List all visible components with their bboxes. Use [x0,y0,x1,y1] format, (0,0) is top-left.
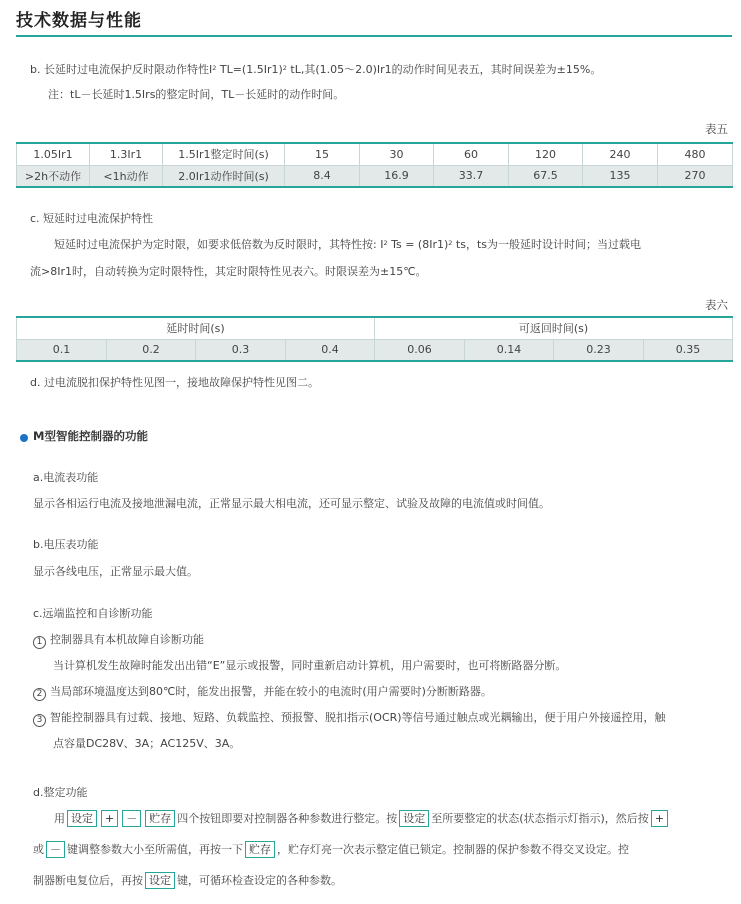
long-delay-characteristic: b. 长延时过电流保护反时限动作特性$I^2$ $TL=(1.5Ir1)^2$ tL,其(1.05～2.0)Ir1的动作时间见表五，其时间误差为±15%。 [30,63,602,76]
m-controller-title: M型智能控制器的功能 [33,429,148,443]
table-cell: 60 [434,143,509,165]
voltmeter-text: 显示各线电压，正常显示最大值。 [33,565,198,578]
table6-header-row [17,317,733,339]
setting-text-line2: 或 － 键调整参数大小至所需值，再按一下 贮存 ，贮存灯亮一次表示整定值已锁定。控制器的保护参数不得交叉设定。控 [33,843,629,856]
circled-number: 2 [33,688,46,701]
table-cell: 67.5 [509,165,583,187]
table-cell: >2h不动作 [17,165,90,187]
table6 [16,316,733,362]
store-key: 贮存 [245,841,275,858]
plus-key: + [651,810,668,827]
table5-label: 表五 [705,122,728,136]
table-cell: 0.3 [196,339,286,361]
minus-key: － [46,841,65,858]
list-item-detail: 当计算机发生故障时能发出出错“E”显示或报警，同时重新启动计算机，用户需要时，也可将断路器分断。 [53,659,567,672]
table-cell: 120 [509,143,583,165]
table-cell: 270 [658,165,733,187]
list-item: 1 控制器具有本机故障自诊断功能 [33,632,204,649]
table-cell: 0.14 [465,339,554,361]
table-cell: 1.5Ir1整定时间(s) [163,143,285,165]
bullet-icon [20,434,28,442]
table-cell: 8.4 [285,165,360,187]
ammeter-text: 显示各相运行电流及接地泄漏电流，正常显示最大相电流，还可显示整定、试验及故障的电流值或时间值。 [33,497,550,510]
table-cell: 0.1 [17,339,107,361]
list-item: 3 智能控制器具有过载、接地、短路、负载监控、预报警、脱扣指示(OCR)等信号通过触点或光耦输出，便于用户外接遥控用，触 [33,710,666,727]
setting-key: 设定 [145,872,175,889]
table-cell: 16.9 [360,165,434,187]
circled-number: 3 [33,714,46,727]
table-cell: 0.23 [554,339,644,361]
overcurrent-reference: d. 过电流脱扣保护特性见图一，接地故障保护特性见图二。 [30,376,319,389]
setting-key: 设定 [399,810,429,827]
setting-heading: d.整定功能 [33,786,88,799]
short-delay-text-line2: 流>8Ir1时，自动转换为定时限特性，其定时限特性见表六。时限误差为±15℃。 [30,265,427,278]
short-delay-heading: c. 短延时过电流保护特性 [30,212,154,225]
title-underline [16,35,732,37]
setting-key: 设定 [67,810,97,827]
table-cell: 0.4 [286,339,375,361]
table-cell: 480 [658,143,733,165]
table5-row [17,143,733,165]
table6-header-return: 可返回时间(s) [375,317,733,339]
list-item: 2 当局部环境温度达到80℃时，能发出报警，并能在较小的电流时(用户需要时)分断断路器。 [33,684,492,701]
minus-key: － [122,810,141,827]
table-cell: 2.0Ir1动作时间(s) [163,165,285,187]
table-cell: 0.06 [375,339,465,361]
short-delay-text-line1: 短延时过电流保护为定时限，如要求低倍数为反时限时，其特性按: $I^2$ $Ts = (8Ir1)^2$ ts，ts为一般延时设计时间；当过载电 [54,238,642,251]
table-cell: <1h动作 [90,165,163,187]
table-cell: 135 [583,165,658,187]
page-title: 技术数据与性能 [16,11,142,31]
table5-row [17,165,733,187]
store-key: 贮存 [145,810,175,827]
setting-text-line1: 用 设定 + － 贮存 四个按钮即要对控制器各种参数进行整定。按 设定 至所要整定的状态(状态指示灯指示)，然后按 + [54,810,670,827]
table6-label: 表六 [705,298,728,312]
plus-key: + [101,810,118,827]
long-delay-note: 注：tL－长延时1.5Irs的整定时间，TL－长延时的动作时间。 [48,88,345,101]
table-cell: 1.05Ir1 [17,143,90,165]
table-cell: 30 [360,143,434,165]
circled-number: 1 [33,636,46,649]
table-cell: 15 [285,143,360,165]
list-item-detail: 点容量DC28V、3A；AC125V、3A。 [53,737,241,750]
table-cell: 0.2 [107,339,196,361]
voltmeter-heading: b.电压表功能 [33,538,99,551]
ammeter-heading: a.电流表功能 [33,471,99,484]
table5 [16,142,733,188]
setting-text-line3: 制器断电复位后，再按 设定 键，可循环检查设定的各种参数。 [33,874,342,887]
remote-monitor-heading: c.远端监控和自诊断功能 [33,607,153,620]
table-cell: 1.3Ir1 [90,143,163,165]
table6-header-delay: 延时时间(s) [17,317,375,339]
table-cell: 0.35 [644,339,733,361]
table-cell: 240 [583,143,658,165]
table-cell: 33.7 [434,165,509,187]
table6-row [17,339,733,361]
